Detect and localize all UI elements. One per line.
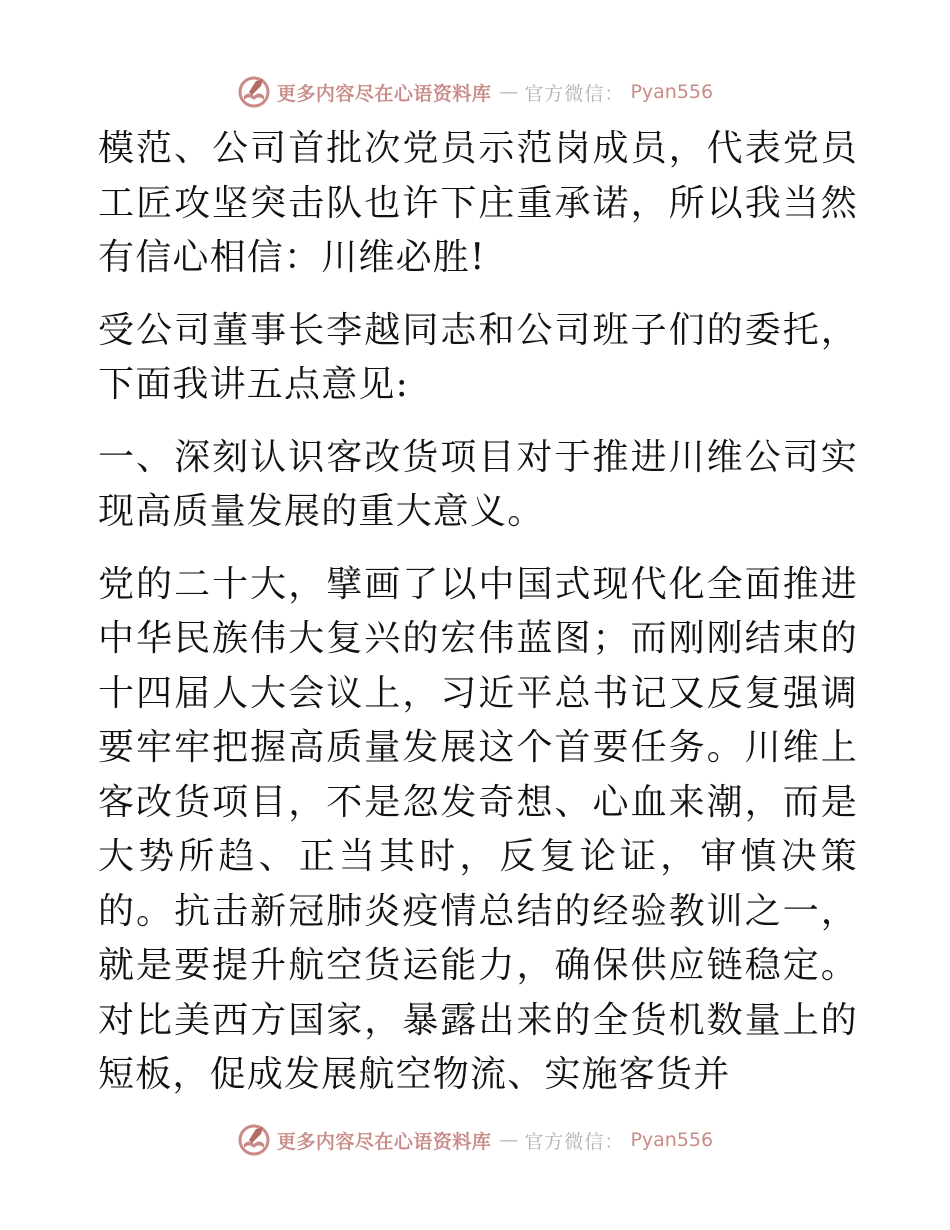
banner-dash: —: [499, 81, 517, 103]
document-body: [98, 122, 858, 1103]
banner-wechat-label: 官方微信：: [524, 82, 625, 105]
banner-slogan: 更多内容尽在心语资料库: [276, 1130, 492, 1153]
book-pen-logo-icon: [237, 1123, 271, 1157]
banner-wechat-label: 官方微信：: [524, 1130, 625, 1153]
book-pen-logo-icon: [237, 75, 271, 109]
footer-banner: [0, 1118, 950, 1162]
banner-wechat-id: Pyan556: [630, 1129, 714, 1151]
banner-dash: —: [499, 1129, 517, 1151]
paragraph-1: 模范、公司首批次党员示范岗成员，代表党员工匠攻坚突击队也许下庄重承诺，所以我当然有信心相信：川维必胜!: [98, 128, 858, 278]
paragraph-3-heading: 一、深刻认识客改货项目对于推进川维公司实现高质量发展的重大意义。: [98, 436, 858, 532]
banner-slogan: 更多内容尽在心语资料库: [276, 82, 492, 105]
banner-wechat-id: Pyan556: [630, 81, 714, 103]
paragraph-2: 受公司董事长李越同志和公司班子们的委托，下面我讲五点意见:: [98, 309, 858, 405]
header-banner: [0, 70, 950, 114]
paragraph-4: 党的二十大，擘画了以中国式现代化全面推进中华民族伟大复兴的宏伟蓝图；而刚刚结束的十四届人大会议上，习近平总书记又反复强调要牢牢把握高质量发展这个首要任务。川维上客改货项目，不是忽发奇想、心血来潮，而是大势所趋、正当其时，反复论证，审慎决策的。抗击新冠肺炎疫情总结的经验教训之一，就是要提升航空货运能力，确保供应链稳定。对比美西方国家，暴露出来的全货机数量上的短板，促成发展航空物流、实施客货并: [98, 563, 858, 1095]
